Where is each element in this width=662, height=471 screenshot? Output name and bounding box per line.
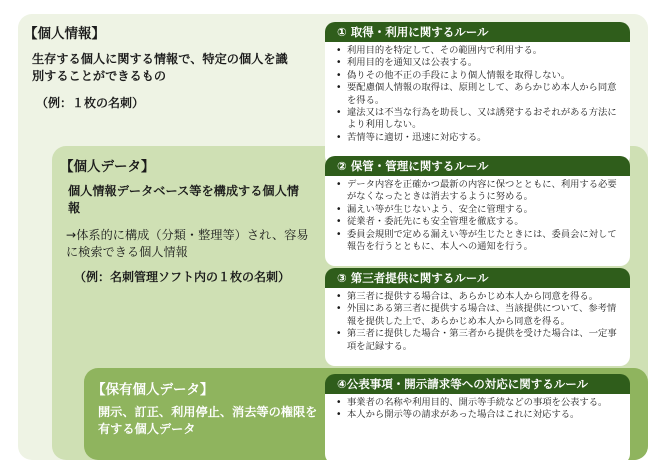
personal-information-description: 生存する個人に関する情報で、特定の個人を識別することができるもの — [32, 52, 288, 83]
rule-item: • 事業者の名称や利用目的、開示等手続などの事項を公表する。 — [347, 397, 622, 409]
rule-item: • 苦情等に適切・迅速に対応する。 — [347, 132, 622, 144]
rule-item: • 第三者に提供した場合・第三者から提供を受けた場合は、一定事項を記録する。 — [347, 328, 622, 353]
rule-title: ④公表事項・開示請求等への対応に関するルール — [325, 374, 630, 394]
rule-item: • 第三者に提供する場合は、あらかじめ本人から同意を得る。 — [347, 291, 622, 303]
rule-box-third-party-provision — [325, 268, 630, 366]
personal-information-heading: 【個人情報】 — [24, 26, 105, 42]
rule-item: • 本人から開示等の請求があった場合はこれに対応する。 — [347, 409, 622, 421]
rule-box-disclosure-requests — [325, 374, 630, 464]
rule-item: • 従業者・委託先にも安全管理を徹底する。 — [347, 216, 622, 228]
personal-data-heading: 【個人データ】 — [60, 159, 155, 175]
rule-item: • 漏えい等が生じないよう、安全に管理する。 — [347, 204, 622, 216]
rule-item: • データ内容を正確かつ最新の内容に保つとともに、利用する必要がなくなったときは消去するように努める。 — [347, 179, 622, 204]
rule-item: • 利用目的を通知又は公表する。 — [347, 57, 622, 69]
rule-item: • 委員会規則で定める漏えい等が生じたときには、委員会に対して報告を行うとともに、本人への通知を行う。 — [347, 229, 622, 254]
rule-list — [325, 176, 630, 266]
rule-list — [325, 394, 630, 464]
personal-data-description: 個人情報データベース等を構成する個人情報 — [68, 184, 299, 215]
rule-box-storage-management — [325, 156, 630, 266]
rule-item: • 要配慮個人情報の取得は、原則として、あらかじめ本人から同意を得る。 — [347, 82, 622, 107]
personal-data-example: （例：名刺管理ソフト内の１枚の名刺） — [74, 270, 291, 284]
rule-item: • 利用目的を特定して、その範囲内で利用する。 — [347, 45, 622, 57]
rule-title: ① 取得・利用に関するルール — [325, 22, 630, 42]
rule-title: ③ 第三者提供に関するルール — [325, 268, 630, 288]
personal-data-note: →体系的に構成（分類・整理等）され、容易に検索できる個人情報 — [66, 228, 309, 259]
personal-information-example: （例：１枚の名刺） — [36, 96, 145, 110]
retained-personal-data-heading: 【保有個人データ】 — [92, 382, 214, 398]
rule-item: • 外国にある第三者に提供する場合は、当該提供について、参考情報を提供した上で、あらかじめ本人から同意を得る。 — [347, 303, 622, 328]
rule-item: • 偽りその他不正の手段により個人情報を取得しない。 — [347, 70, 622, 82]
rule-box-acquisition-use — [325, 22, 630, 166]
rule-list — [325, 288, 630, 366]
retained-personal-data-description: 開示、訂正、利用停止、消去等の権限を有する個人データ — [98, 405, 318, 436]
rule-title: ② 保管・管理に関するルール — [325, 156, 630, 176]
rule-item: • 違法又は不当な行為を助長し、又は誘発するおそれがある方法により利用しない。 — [347, 107, 622, 132]
rule-list — [325, 42, 630, 166]
